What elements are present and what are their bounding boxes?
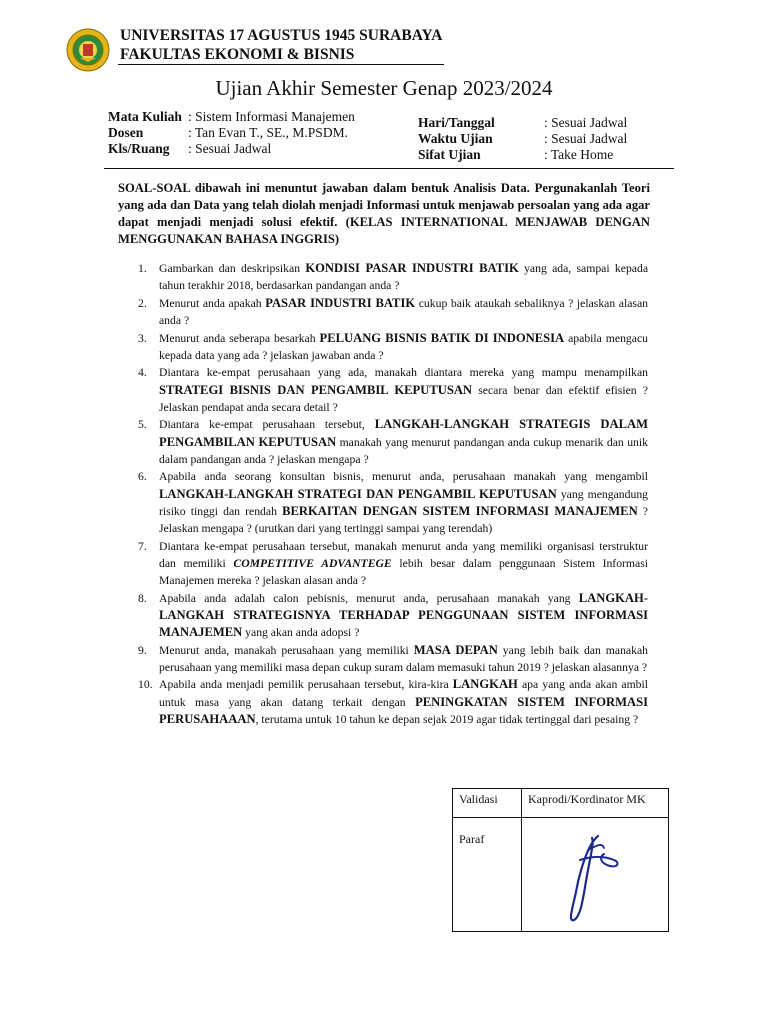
question-text: Menurut anda apakah PASAR INDUSTRI BATIK cukup baik ataukah sebaliknya ? jelaskan alasan anda ?	[159, 295, 649, 327]
info-row	[418, 115, 627, 131]
info-value: : Tan Evan T., SE., M.PSDM.	[188, 125, 348, 140]
question-number: 5.	[138, 418, 147, 432]
question-item	[138, 642, 648, 676]
coordinator-label: Kaprodi/Kordinator MK	[522, 789, 669, 818]
section-divider	[104, 168, 674, 169]
question-item	[138, 538, 648, 590]
question-item	[138, 468, 648, 537]
question-number: 1.	[138, 262, 147, 275]
question-number: 6.	[138, 470, 147, 484]
validation-label: Validasi	[453, 789, 522, 818]
question-item	[138, 676, 648, 728]
info-label: Mata Kuliah	[108, 109, 182, 124]
university-seal-icon	[66, 28, 110, 72]
question-text: Diantara ke-empat perusahaan yang ada, manakah diantara mereka yang mampu menampilkan STRATEGI BISNIS DAN PENGAMBIL KEPUTUSAN secara benar dan efektif efisien ? Jelaskan pendapat anda secara detail ?	[159, 366, 648, 414]
info-value: : Take Home	[544, 147, 614, 162]
question-number: 10.	[138, 678, 153, 692]
question-text: Menurut anda, manakah perusahaan yang memiliki MASA DEPAN yang lebih baik dan manakah perusahaan yang memiliki masa depan cukup suram dalam memasuki tahun 2019 ? jelaskan alasannya ?	[159, 642, 648, 674]
question-number: 3.	[138, 331, 147, 345]
info-label: Waktu Ujian	[418, 131, 493, 146]
info-row	[108, 109, 355, 125]
exam-title: Ujian Akhir Semester Genap 2023/2024	[215, 76, 553, 100]
info-row	[108, 141, 355, 157]
university-name: UNIVERSITAS 17 AGUSTUS 1945 SURABAYA	[120, 27, 443, 44]
exam-instructions: SOAL-SOAL dibawah ini menuntut jawaban dalam bentuk Analisis Data. Pergunakanlah Teori yang ada dan Data yang telah diolah menjadi Informasi untuk menjawab persoalan yang ada agar dapat menjadi menjadi solusi efektif. (KELAS INTERNATIONAL MENJAWAB DENGAN MENGGUNAKAN BAHASA INGGRIS)	[118, 181, 650, 246]
info-label: Sifat Ujian	[418, 147, 481, 162]
header-divider	[118, 64, 444, 65]
question-item	[138, 364, 648, 416]
info-value: : Sistem Informasi Manajemen	[188, 109, 355, 124]
info-row	[108, 125, 355, 141]
info-value: : Sesuai Jadwal	[544, 131, 628, 146]
info-label: Hari/Tanggal	[418, 115, 495, 130]
question-number: 7.	[138, 539, 147, 553]
handwritten-signature	[558, 830, 626, 924]
info-row	[418, 147, 627, 163]
question-text: Apabila anda menjadi pemilik perusahaan tersebut, kira-kira LANGKAH apa yang anda akan ambil untuk masa yang akan datang terkait dengan PENINGKATAN SISTEM INFORMASI PERUSAHAAAN, terutama untuk 10 tahun ke depan sejak 2019 agar tidak tertinggal dari pesaing ?	[159, 677, 648, 726]
question-item	[138, 330, 648, 364]
info-label: Dosen	[108, 125, 144, 140]
info-row	[418, 131, 627, 147]
question-text: Apabila anda adalah calon pebisnis, menurut anda, perusahaan manakah yang LANGKAH-LANGKAH STRATEGISNYA TERHADAP PENGGUNAAN SISTEM INFORMASI MANAJEMEN yang akan anda adopsi ?	[159, 590, 648, 639]
question-list	[138, 260, 648, 728]
course-info	[108, 109, 355, 157]
question-item	[138, 295, 648, 329]
info-value: : Sesuai Jadwal	[188, 141, 272, 156]
info-value: : Sesuai Jadwal	[544, 115, 628, 130]
question-number: 2.	[138, 296, 147, 310]
validation-header-row	[453, 789, 669, 818]
question-item	[138, 590, 648, 642]
question-text: Diantara ke-empat perusahaan tersebut, LANGKAH-LANGKAH STRATEGIS DALAM PENGAMBILAN KEPUTUSAN manakah yang menurut pandangan anda cukup menarik dan unik dalam pandangan anda ? jelaskan mengapa ?	[159, 417, 648, 466]
schedule-info	[418, 115, 627, 163]
paraf-label: Paraf	[453, 818, 522, 932]
faculty-name: FAKULTAS EKONOMI & BISNIS	[120, 46, 355, 63]
question-number: 8.	[138, 591, 147, 605]
question-text: Diantara ke-empat perusahaan tersebut, manakah menurut anda yang memiliki organisasi terstruktur dan memiliki COMPETITIVE ADVANTEGE lebih besar dalam penggunaan Sistem Informasi Manajemen mereka ? jelaskan alasan anda ?	[159, 539, 649, 587]
question-text: Menurut anda seberapa besarkah PELUANG BISNIS BATIK DI INDONESIA apabila mengacu kepada data yang ada ? jelaskan jawaban anda ?	[159, 330, 648, 362]
question-item	[138, 260, 648, 294]
question-number: 9.	[138, 643, 147, 657]
question-number: 4.	[138, 366, 147, 380]
info-label: Kls/Ruang	[108, 141, 170, 156]
question-item	[138, 416, 648, 468]
question-text: Apabila anda seorang konsultan bisnis, menurut anda, perusahaan manakah yang mengambil LANGKAH-LANGKAH STRATEGI DAN PENGAMBIL KEPUTUSAN yang mengandung risiko tinggi dan rendah BERKAITAN DENGAN SISTEM INFORMASI MANAJEMEN ? Jelaskan mengapa ? (urutkan dari yang tertinggi sampai yang terendah)	[159, 470, 649, 535]
institution-name	[120, 26, 442, 64]
question-text: Gambarkan dan deskripsikan KONDISI PASAR INDUSTRI BATIK yang ada, sampai kepada tahun terakhir 2018, berdasarkan pandangan anda ?	[159, 261, 649, 293]
